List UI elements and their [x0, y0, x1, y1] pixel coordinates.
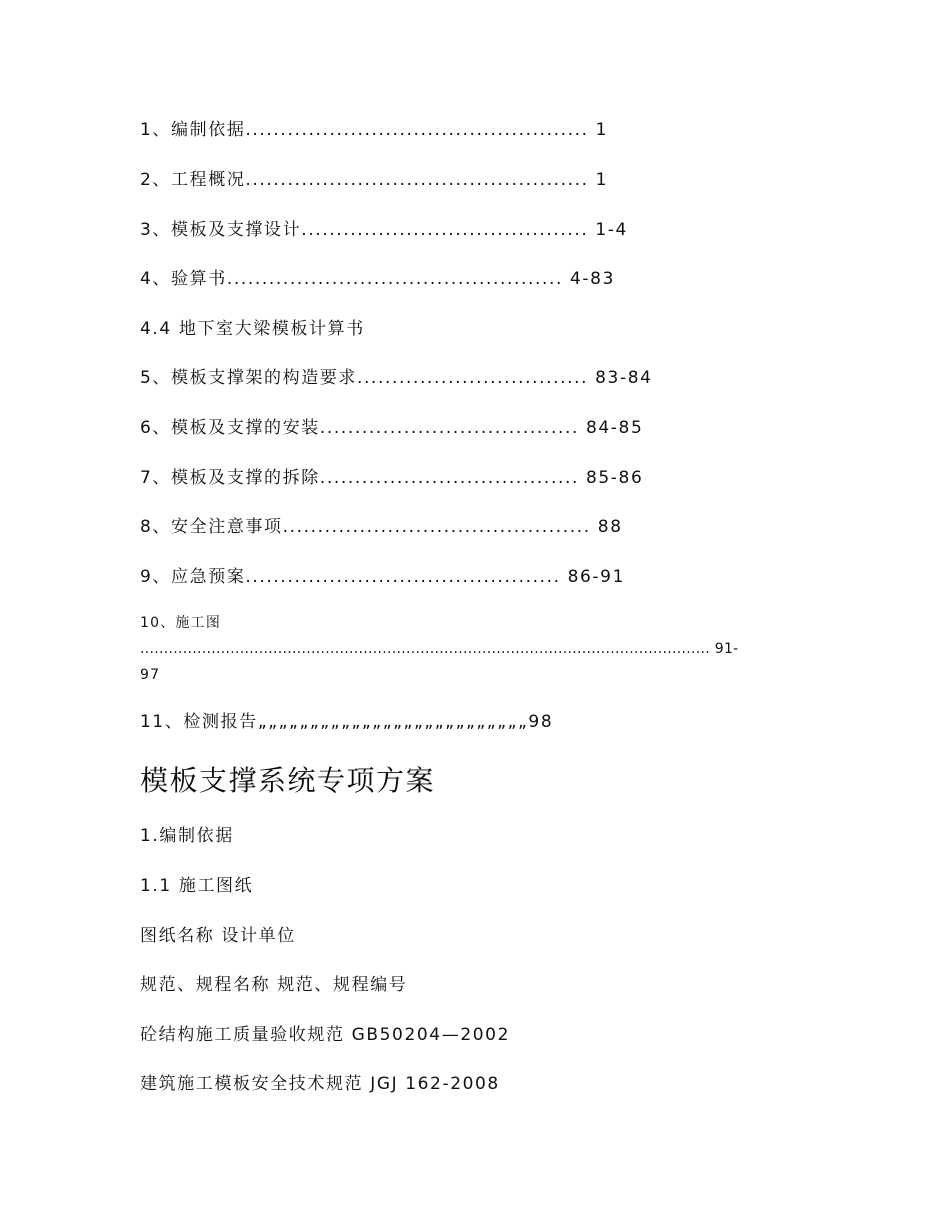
toc-entry-4-4[interactable]: 4.4 地下室大梁模板计算书	[140, 319, 365, 339]
section-heading-1-1: 1.1 施工图纸	[140, 876, 254, 896]
spec-row-gb50204: 砼结构施工质量验收规范 GB50204—2002	[140, 1025, 510, 1045]
drawing-table-header: 图纸名称 设计单位	[140, 926, 296, 946]
section-heading-1: 1.编制依据	[140, 826, 234, 846]
toc-entry-2[interactable]: 2、工程概况................................................. 1	[140, 170, 609, 190]
toc-entry-1[interactable]: 1、编制依据................................................. 1	[140, 120, 609, 140]
toc-entry-3[interactable]: 3、模板及支撑设计......................................... 1-4	[140, 220, 628, 240]
toc-entry-10-leader: ........................................................................................................................ 91-	[140, 641, 739, 657]
document-title: 模板支撑系统专项方案	[140, 764, 436, 797]
toc-entry-9[interactable]: 9、应急预案............................................. 86-91	[140, 567, 625, 587]
toc-entry-6[interactable]: 6、模板及支撑的安装..................................... 84-85	[140, 418, 644, 438]
toc-entry-10-pages: 97	[140, 667, 161, 683]
toc-entry-4[interactable]: 4、验算书................................................ 4-83	[140, 269, 615, 289]
toc-entry-5[interactable]: 5、模板支撑架的构造要求................................. 83-84	[140, 368, 653, 388]
toc-entry-7[interactable]: 7、模板及支撑的拆除..................................... 85-86	[140, 468, 644, 488]
toc-entry-8[interactable]: 8、安全注意事项............................................ 88	[140, 517, 623, 537]
toc-entry-10-label[interactable]: 10、施工图	[140, 615, 222, 631]
spec-row-jgj162: 建筑施工模板安全技术规范 JGJ 162-2008	[140, 1074, 500, 1094]
spec-table-header: 规范、规程名称 规范、规程编号	[140, 975, 408, 995]
toc-entry-11[interactable]: 11、检测报告„„„„„„„„„„„„„„„„„„„„„„„„„„98	[140, 712, 554, 732]
